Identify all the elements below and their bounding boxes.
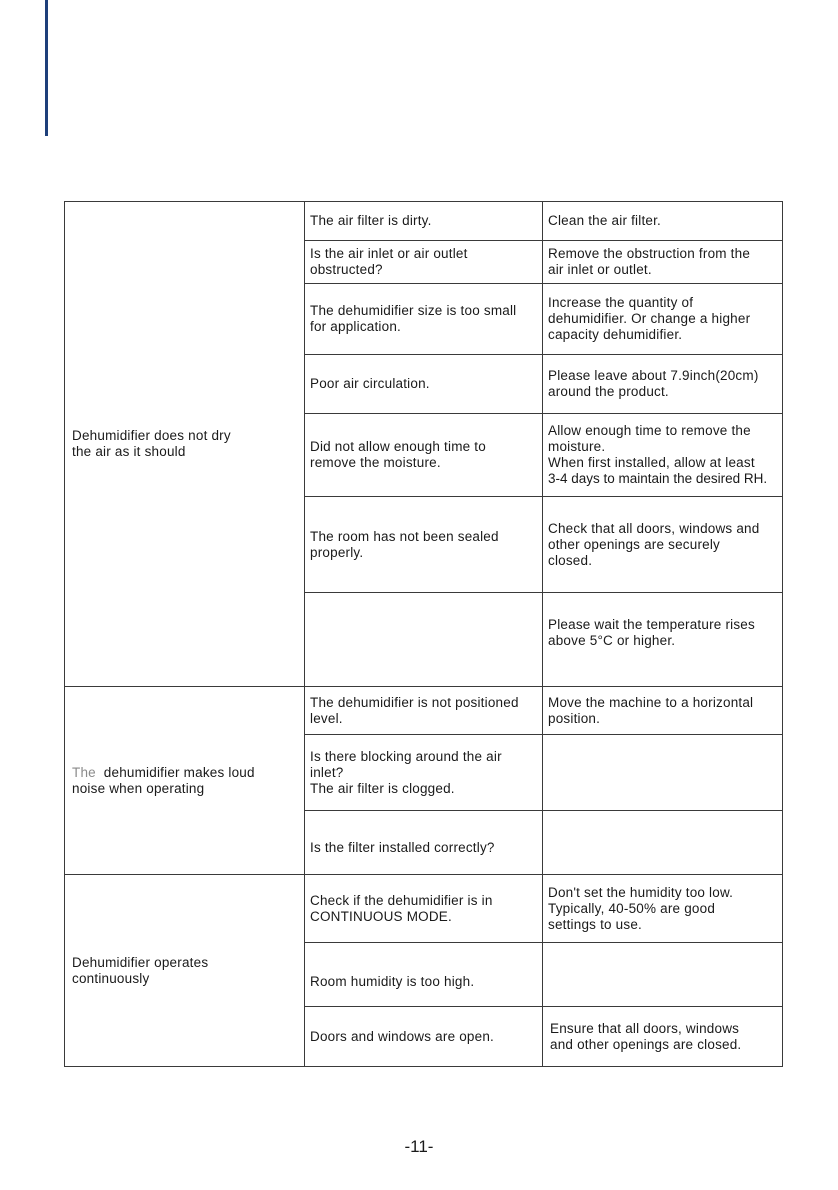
solution-cell: Increase the quantity of dehumidifier. Or change a higher capacity dehumidifier. — [543, 284, 783, 355]
table-row — [65, 687, 783, 735]
solution-cell: Remove the obstruction from the air inlet or outlet. — [543, 241, 783, 284]
solution-cell: Don't set the humidity too low. Typically, 40-50% are good settings to use. — [543, 875, 783, 943]
table-row — [65, 875, 783, 943]
cause-cell: Room humidity is too high. — [305, 943, 543, 1007]
solution-cell — [543, 943, 783, 1007]
troubleshooting-table — [64, 201, 783, 1067]
cause-cell: Did not allow enough time to remove the moisture. — [305, 414, 543, 497]
cause-cell: Is the filter installed correctly? — [305, 811, 543, 875]
problem-cell: The dehumidifier makes loud noise when operating — [65, 687, 305, 875]
solution-cell: Please wait the temperature rises above 5°C or higher. — [543, 593, 783, 687]
solution-cell: Please leave about 7.9inch(20cm) around the product. — [543, 355, 783, 414]
cause-cell: Doors and windows are open. — [305, 1007, 543, 1067]
solution-cell — [543, 811, 783, 875]
cause-cell: The dehumidifier size is too small for application. — [305, 284, 543, 355]
header-accent-bar — [45, 0, 48, 136]
solution-cell: Move the machine to a horizontal position. — [543, 687, 783, 735]
solution-cell: Allow enough time to remove the moisture. When first installed, allow at least 3-4 days to maintain the desired RH. — [543, 414, 783, 497]
page-number: -11- — [404, 1137, 434, 1156]
problem-cell: Dehumidifier does not dry the air as it should — [65, 202, 305, 687]
cause-cell: Is the air inlet or air outlet obstructed? — [305, 241, 543, 284]
solution-cell — [543, 735, 783, 811]
cause-cell: The room has not been sealed properly. — [305, 497, 543, 593]
cause-cell: The dehumidifier is not positioned level. — [305, 687, 543, 735]
cause-cell: Check if the dehumidifier is in CONTINUOUS MODE. — [305, 875, 543, 943]
cause-cell: The air filter is dirty. — [305, 202, 543, 241]
solution-cell: Ensure that all doors, windows and other openings are closed. — [543, 1007, 783, 1067]
cause-cell: Is there blocking around the air inlet? The air filter is clogged. — [305, 735, 543, 811]
cause-cell: Poor air circulation. — [305, 355, 543, 414]
solution-cell: Clean the air filter. — [543, 202, 783, 241]
problem-cell: Dehumidifier operates continuously — [65, 875, 305, 1067]
table-row — [65, 202, 783, 241]
solution-cell: Check that all doors, windows and other openings are securely closed. — [543, 497, 783, 593]
cause-cell — [305, 593, 543, 687]
